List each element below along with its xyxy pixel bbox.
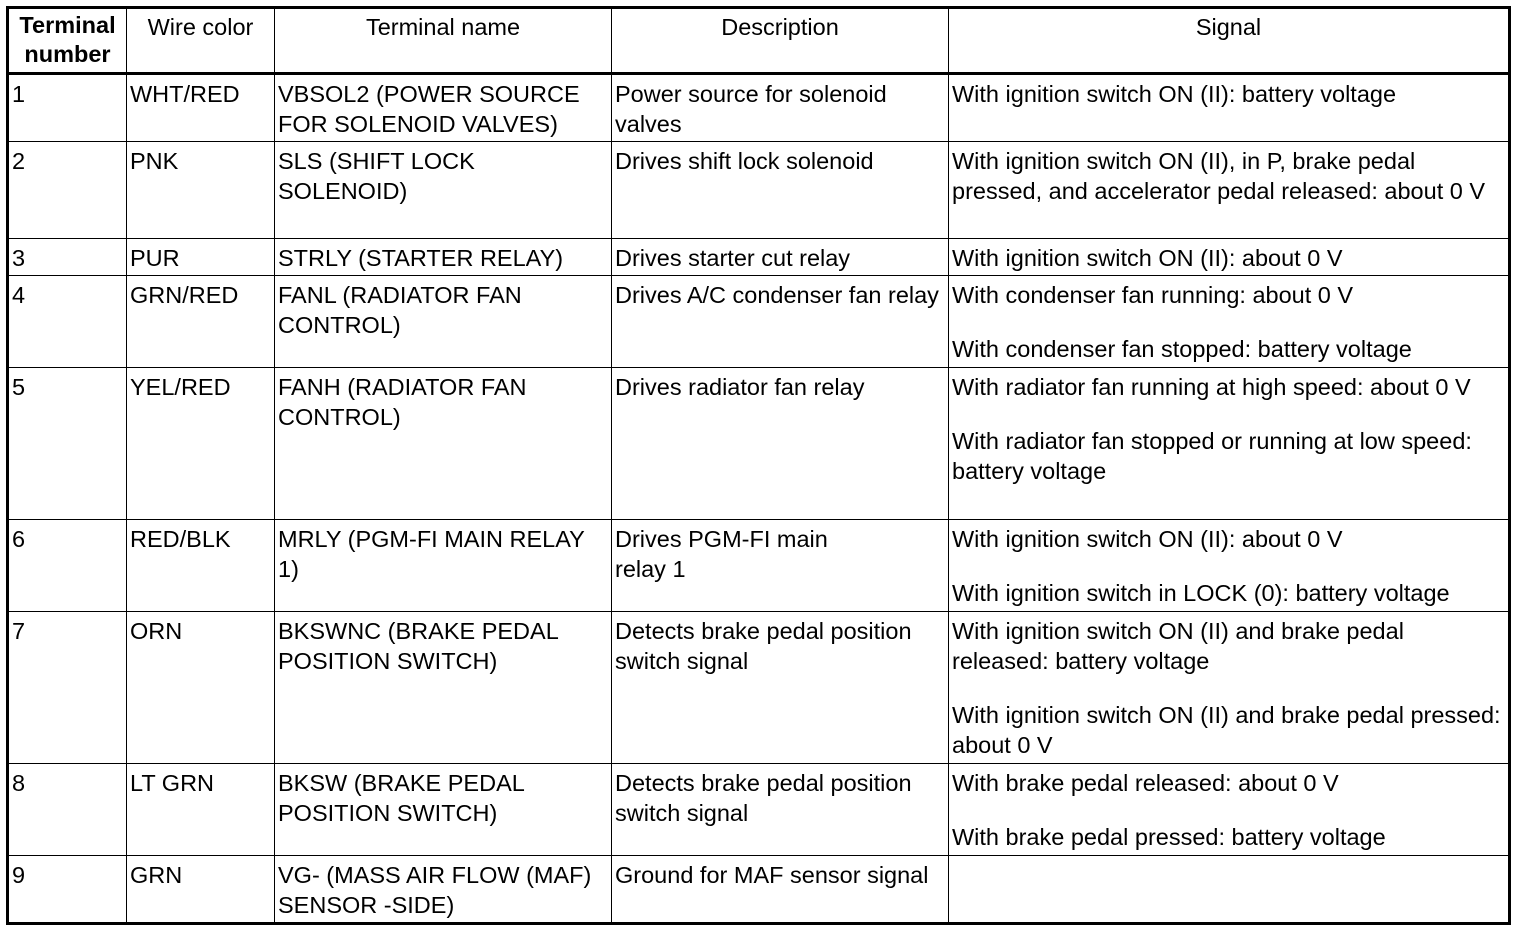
description: Drives shift lock solenoid xyxy=(612,142,949,239)
signal xyxy=(949,239,1510,276)
terminal-name: BKSW (BRAKE PEDAL POSITION SWITCH) xyxy=(275,764,612,856)
terminal-name: FANL (RADIATOR FAN CONTROL) xyxy=(275,276,612,368)
terminal-number: 4 xyxy=(8,276,127,368)
wire-color: RED/BLK xyxy=(127,520,275,612)
terminal-number: 3 xyxy=(8,239,127,276)
description: Drives starter cut relay xyxy=(612,239,949,276)
signal-line: With radiator fan stopped or running at low speed: xyxy=(952,428,1472,454)
terminal-number: 8 xyxy=(8,764,127,856)
table-row xyxy=(8,612,1510,764)
signal-line: With condenser fan stopped: battery voltage xyxy=(952,336,1412,362)
terminal-number: 7 xyxy=(8,612,127,764)
signal-line: With condenser fan running: about 0 V xyxy=(952,282,1354,308)
terminal-number: 9 xyxy=(8,856,127,924)
wire-color: PNK xyxy=(127,142,275,239)
signal xyxy=(949,142,1510,239)
signal xyxy=(949,856,1510,924)
wire-color: WHT/RED xyxy=(127,74,275,142)
wire-color: GRN/RED xyxy=(127,276,275,368)
wire-color: ORN xyxy=(127,612,275,764)
description-line: Drives PGM-FI main xyxy=(615,526,828,552)
table-row xyxy=(8,142,1510,239)
terminal-table xyxy=(6,6,1511,925)
description: Power source for solenoid valves xyxy=(612,74,949,142)
signal xyxy=(949,368,1510,520)
signal-line: With ignition switch ON (II) and brake pedal released: battery voltage xyxy=(952,618,1404,674)
terminal-name: SLS (SHIFT LOCK SOLENOID) xyxy=(275,142,612,239)
terminal-name: VG- (MASS AIR FLOW (MAF) SENSOR -SIDE) xyxy=(275,856,612,924)
terminal-name: MRLY (PGM-FI MAIN RELAY 1) xyxy=(275,520,612,612)
table-row xyxy=(8,856,1510,924)
table-row xyxy=(8,520,1510,612)
terminal-number: 2 xyxy=(8,142,127,239)
signal-line: With ignition switch ON (II): about 0 V xyxy=(952,245,1343,271)
header-terminal-number xyxy=(8,8,127,74)
description-line: relay 1 xyxy=(615,556,686,582)
table-row xyxy=(8,74,1510,142)
terminal-name: STRLY (STARTER RELAY) xyxy=(275,239,612,276)
table-row xyxy=(8,239,1510,276)
wire-color: PUR xyxy=(127,239,275,276)
description: Ground for MAF sensor signal xyxy=(612,856,949,924)
description: Drives radiator fan relay xyxy=(612,368,949,520)
table-row xyxy=(8,764,1510,856)
signal xyxy=(949,612,1510,764)
signal-line: With ignition switch in LOCK (0): battery voltage xyxy=(952,580,1450,606)
wire-color: GRN xyxy=(127,856,275,924)
signal-line: With radiator fan running at high speed: about 0 V xyxy=(952,374,1471,400)
table-row xyxy=(8,276,1510,368)
terminal-number: 6 xyxy=(8,520,127,612)
signal-line: With brake pedal pressed: battery voltage xyxy=(952,824,1386,850)
description: Detects brake pedal position switch signal xyxy=(612,612,949,764)
signal xyxy=(949,764,1510,856)
terminal-name: BKSWNC (BRAKE PEDAL POSITION SWITCH) xyxy=(275,612,612,764)
signal xyxy=(949,520,1510,612)
signal-line: With ignition switch ON (II): battery voltage xyxy=(952,81,1397,107)
description: Drives A/C condenser fan relay xyxy=(612,276,949,368)
terminal-name: FANH (RADIATOR FAN CONTROL) xyxy=(275,368,612,520)
header-terminal-number-line2: number xyxy=(24,41,111,67)
header-terminal-name: Terminal name xyxy=(275,8,612,74)
wire-color: LT GRN xyxy=(127,764,275,856)
signal-line: With ignition switch ON (II) and brake pedal pressed: about 0 V xyxy=(952,702,1501,758)
signal-line: With brake pedal released: about 0 V xyxy=(952,770,1339,796)
header-terminal-number-line1: Terminal xyxy=(19,12,116,38)
signal xyxy=(949,74,1510,142)
wire-color: YEL/RED xyxy=(127,368,275,520)
terminal-number: 5 xyxy=(8,368,127,520)
signal-line: battery voltage xyxy=(952,458,1107,484)
signal xyxy=(949,276,1510,368)
header-wire-color: Wire color xyxy=(127,8,275,74)
signal-line: With ignition switch ON (II): about 0 V xyxy=(952,526,1343,552)
signal-line: With ignition switch ON (II), in P, brake pedal pressed, and accelerator pedal released: about 0 V xyxy=(952,148,1486,204)
header-signal: Signal xyxy=(949,8,1510,74)
description: Detects brake pedal position switch signal xyxy=(612,764,949,856)
terminal-name: VBSOL2 (POWER SOURCE FOR SOLENOID VALVES) xyxy=(275,74,612,142)
description xyxy=(612,520,949,612)
header-row xyxy=(8,8,1510,74)
header-description: Description xyxy=(612,8,949,74)
terminal-number: 1 xyxy=(8,74,127,142)
table-row xyxy=(8,368,1510,520)
